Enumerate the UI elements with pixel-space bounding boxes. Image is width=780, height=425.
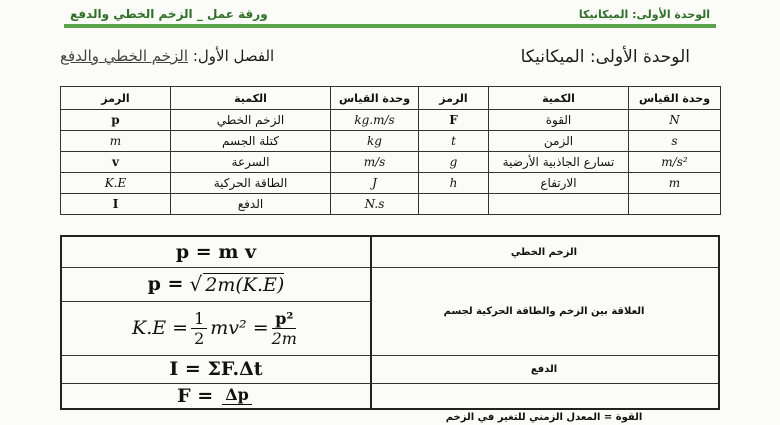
symbol-cell: m (61, 131, 171, 152)
quantity-cell: الزخم الخطي (171, 110, 331, 131)
symbol-cell: F (419, 110, 489, 131)
empty-cell (419, 194, 489, 215)
chapter-name: الزخم الخطي والدفع (60, 47, 189, 65)
symbol-cell: p (61, 110, 171, 131)
worksheet-title: ورقة عمل _ الزخم الخطي والدفع (70, 7, 268, 21)
fraction (222, 385, 252, 405)
unit-title: الوحدة الأولى: الميكانيكا (520, 47, 690, 67)
quantity-cell: الارتفاع (489, 173, 629, 194)
col-header: الرمز (61, 87, 171, 110)
force-formula (62, 383, 370, 425)
formula-text: I = ΣF.Δt (169, 358, 263, 380)
unit-cell: kg.m/s (331, 110, 419, 131)
col-header: الكمية (171, 87, 331, 110)
unit-cell: m/s (331, 152, 419, 173)
quantity-cell: الزمن (489, 131, 629, 152)
fraction (191, 309, 207, 348)
radicand: 2m(K.E) (205, 273, 285, 296)
unit-cell: s (629, 131, 721, 152)
impulse-formula (62, 355, 370, 384)
table-row (61, 131, 721, 152)
kinetic-energy-formula (62, 301, 370, 356)
col-header: وحدة القياس (331, 87, 419, 110)
formula-text: mv² = (210, 317, 269, 339)
empty-cell (489, 194, 629, 215)
description-cell: العلاقة بين الزخم والطاقة الحركية لجسم (370, 267, 718, 356)
unit-cell: N.s (331, 194, 419, 215)
unit-cell: kg (331, 131, 419, 152)
formula-text: F = (177, 385, 214, 407)
col-header: الرمز (419, 87, 489, 110)
unit-cell: m (629, 173, 721, 194)
numerator: p² (272, 309, 296, 329)
formula-text: p = (147, 273, 184, 295)
formula-text: K.E = (132, 317, 189, 339)
unit-cell: N (629, 110, 721, 131)
quantity-cell: كتلة الجسم (171, 131, 331, 152)
description-column (370, 237, 718, 423)
momentum-energy-formula (62, 267, 370, 302)
numerator: 1 (191, 309, 207, 329)
unit-cell: m/s² (629, 152, 721, 173)
table-header-row (61, 87, 721, 110)
quantity-cell: الطاقة الحركية (171, 173, 331, 194)
numerator: Δp (222, 385, 252, 405)
quantity-cell: تسارع الجاذبية الأرضية (489, 152, 629, 173)
symbol-cell: v (61, 152, 171, 173)
formulas-table (60, 235, 720, 423)
quantity-cell: السرعة (171, 152, 331, 173)
col-header: الكمية (489, 87, 629, 110)
description-cell: الدفع (370, 355, 718, 384)
table-row (61, 110, 721, 131)
fraction (272, 309, 297, 348)
symbol-cell: h (419, 173, 489, 194)
description-cell: القوة = المعدل الزمني للتغير في الزخم (445, 412, 643, 423)
denominator: 2 (194, 328, 205, 348)
quantity-cell: الدفع (171, 194, 331, 215)
sqrt-icon: √ (189, 272, 203, 296)
symbol-cell: K.E (61, 173, 171, 194)
chapter-title (60, 47, 274, 65)
momentum-formula (62, 237, 370, 268)
description-cell: الزخم الخطي (370, 237, 718, 268)
quantity-cell: القوة (489, 110, 629, 131)
empty-cell (629, 194, 721, 215)
definitions-table (60, 86, 721, 215)
symbol-cell: I (61, 194, 171, 215)
formula-text: p = m v (175, 241, 257, 263)
formula-column (62, 237, 372, 408)
unit-cell: J (331, 173, 419, 194)
table-row (61, 152, 721, 173)
symbol-cell: t (419, 131, 489, 152)
table-row (61, 194, 721, 215)
col-header: وحدة القياس (629, 87, 721, 110)
unit-header: الوحدة الأولى: الميكانيكا (578, 8, 710, 21)
chapter-label: الفصل الأول: (192, 47, 275, 65)
symbol-cell: g (419, 152, 489, 173)
table-row (61, 173, 721, 194)
header-band (64, 0, 716, 28)
denominator: 2m (271, 328, 297, 348)
